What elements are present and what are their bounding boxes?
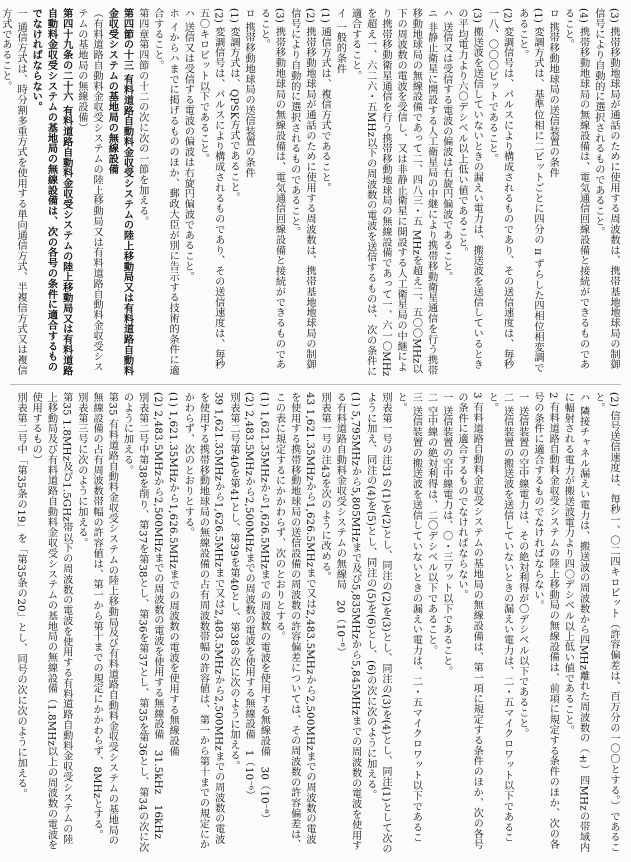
paragraph: ハ 隣接チャネル漏えい電力は、搬送波の周波数から四MHz離れた周波数の（±）四MHzの帯域内に輻射される電力が搬送波電力より四〇デシベル以上低い値であること。 xyxy=(562,392,589,853)
paragraph: (3) 携帯移動地球局の無線設備は、電気通信回線設備と接続ができるものであること。 xyxy=(258,8,285,370)
paragraph: 第35 1.8MHz及び1.5GHz帯以下の周波数の電波を使用する有料道路自動料金収受システムの陸上移動局及び有料道路自動料金収受システムの基地局の無線設備（1.8MHz以上の周波数の電波を使用するもの） xyxy=(30,392,72,851)
section-divider xyxy=(10,384,621,385)
paragraph: ホ イからハまでに掲げるもののほか、郵政大臣が別に告示する技術的条件に適合すること。 xyxy=(151,8,179,376)
paragraph: (4) 携帯移動地球局の無線設備は、電気通信回線設備と接続ができるものであること。 xyxy=(562,8,589,370)
section-heading: 第四節の十三 有料道路自動料金収受システムの陸上移動局又は有料道路自動料金収受システムの基地局の無線設備 xyxy=(106,8,134,376)
lower-vertical-text xyxy=(13,392,621,854)
paragraph: (1) 5,795MHzから5,805MHzまで及び5,835MHzから5,845MHzまでの周波数の電波を使用する有料道路自動料金収受システムの無線局 20（10⁻⁶） xyxy=(334,392,361,851)
paragraph: イ 一般的条件 xyxy=(334,8,346,74)
paragraph: （有料道路自動料金収受システムの陸上移動局又は有料道路自動料金収受システムの基地局の無線設備） xyxy=(75,8,103,372)
paragraph: 43 1,621.35MHzから1,626.5MHzまで又は2,483.5MHzから2,500MHzまでの周波数の電波を使用する携帯移動地球局の送信設備の周波数の許容偏差については、その周波数の許容偏差は、この表に規定するにかかわらず、次のとおりとする。 xyxy=(273,392,315,850)
paragraph: (3) 携帯移動地球局が通話のために使用する周波数は、携帯基地地球局の制御信号により自動的に選択されるものであること。 xyxy=(592,8,619,370)
paragraph: (1) 1,621.35MHzから1,626.5MHzまでの周波数の電波を使用する無線設備 xyxy=(167,392,179,757)
paragraph: 一 送信装置の空中線電力は、〇・三ワット以下であること。 xyxy=(440,392,452,677)
article-heading: 第四十九条の二十六 有料道路自動料金収受システムの陸上移動局又は有料道路自動料金収受システムの基地局の無線設備は、次の各号の条件に適合するものでなければならない。 xyxy=(30,8,73,376)
paragraph: 2 有料道路自動料金収受システムの陸上移動局の無線設備は、前項に規定する条件のほか、次の各号の条件に適合するものでなければならない。 xyxy=(531,392,559,850)
paragraph: (2) 2,483.5MHzから2,500MHzまでの周波数の電波を使用する無線設備 1（10⁻⁶） xyxy=(243,392,255,801)
paragraph: 別表第一号の注43を次のように改める。 xyxy=(319,392,331,583)
paragraph: (2) 携帯移動地球局が通話のために使用する周波数は、携帯基地地球局の制御信号により自動的に選択されるものであること。 xyxy=(288,8,315,370)
paragraph: 三 送信装置の搬送波を送信していないときの漏えい電力は、二・五マイクロワット以下であること。 xyxy=(395,392,422,843)
paragraph: (1) 通信方式は、複信方式であること。 xyxy=(319,8,331,193)
paragraph: 第35 有料道路自動料金収受システムの陸上移動局及び有料道路自動料金収受システムの基地局の無線設備の占有周波数帯幅の許容値は、第一から第十までの規定にかかわらず、8MHzとする。 xyxy=(91,392,118,846)
paragraph: 3 有料道路自動料金収受システムの基地局の無線設備は、第一項に規定する条件のほか、次の各号の条件に適合するものでなければならない。 xyxy=(455,392,483,850)
paragraph: ニ 非静止衛星に開設する人工衛星局の中継により携帯移動衛星通信を行う携帯移動地球局の無線設備であって二、四八三・五 MHzを超え二、五〇〇MHz以下の周波数の電波を受信し、又は非静止衛星に開設する人工衛星局の中継により携帯移動衛星通信を行う携帯移動地球局の無線設備であって一、六一〇MHzを超え一、六二六・五MHz以下の周波数の電波を送信するものは、次の条件に適合すること。 xyxy=(349,8,437,377)
paragraph: 別表第三号に次のように加える。 xyxy=(75,392,87,548)
paragraph: (1) 1,621.35MHzから1,626.5MHzまでの周波数の電波を使用する無線設備 30（10⁻⁶） xyxy=(258,392,270,825)
paragraph: ハ 送信又は受信する電波の偏波は右旋円偏波であること。 xyxy=(182,8,194,282)
paragraph: (2) 変調信号は、パルスにより構成されるものであり、その送信速度は、毎秒一八、〇〇〇ビットであること。 xyxy=(486,8,513,370)
lower-text-block xyxy=(10,392,621,854)
paragraph: 別表第二号中第38を削り、第37を第38とし、第36を第37とし、第35を第36とし、第34の次に次のように加える。 xyxy=(121,392,148,853)
paragraph: (2) 信号送信速度は、毎秒一、〇二四キロビット（許容偏差は、百万分の一〇〇とする。）であること。 xyxy=(592,392,619,853)
paragraph: 39 1,621.35MHzから1,626.5MHzまで又は2,483.5MHzから2,500MHzまでの周波数の電波を使用する携帯移動地球局の無線設備の占有周波数帯幅の許容値は、第一から第十までの規定にかかわらず、次のとおりとする。 xyxy=(182,392,224,850)
paragraph: (2) 変調信号は、パルスにより構成されるものであり、その送信速度は、毎秒五〇キロビット以下であること。 xyxy=(197,8,224,370)
paragraph: ロ 携帯移動地球局の送信装置の条件 xyxy=(547,8,559,178)
upper-vertical-text xyxy=(0,8,621,380)
paragraph: ハ 送信又は受信する電波の偏波は右旋円偏波であること。 xyxy=(440,8,452,282)
paragraph: 一 送信装置の空中線電力は、その絶対利得が〇デシベル以下であること。 xyxy=(516,392,528,739)
paragraph: 別表第二号中「第35条の19」を「第35条の20」とし、同号の次に次のように加える。 xyxy=(15,392,27,800)
paragraph: 第四章第四節の十二の次に次の一節を加える。 xyxy=(136,8,148,227)
paragraph: 別表第二号第40を第41とし、第39を第40とし、第38の次に次のように加える。 xyxy=(227,392,239,771)
paragraph: (3) 搬送波を送信していないときの漏えい電力は、搬送波を送信しているときの平均電力より六〇デシベル以上低い値であること。 xyxy=(455,8,483,370)
paragraph: (1) 変調方式は、QPSK方式であること。 xyxy=(227,8,239,203)
paragraph: 二 空中線の絶対利得は、二〇デシベル以下であること。 xyxy=(425,392,437,656)
paragraph: 一 通信方式は、時分割多重方式を使用する単向通信方式、半複信方式又は複信方式であること。 xyxy=(0,8,27,376)
paragraph: (2) 2,483.5MHzから2,500MHzまでの周波数の電波を使用する無線設備 31.5kHz 16kHz xyxy=(151,392,163,840)
upper-text-block xyxy=(0,8,621,380)
paragraph: (1) 変調方式は、基準位相に二ビットごとに四分の π ずらした四相位相変調であること。 xyxy=(516,8,543,374)
paragraph: ロ 携帯移動地球局の送信装置の条件 xyxy=(243,8,255,178)
paragraph: 別表第一号の注31の(1)を(2)とし、同注の(2)を(3)とし、同注の(3)を(4)とし、同注(1)として次のように加え、同注の(4)を(5)とし、同注の(5)を(6)とし、(6)の次に次のように加える。 xyxy=(364,392,391,854)
paragraph: 二 送信装置の搬送波を送信していないときの漏えい電力は、二・五マイクロワット以下であること。 xyxy=(486,392,513,843)
